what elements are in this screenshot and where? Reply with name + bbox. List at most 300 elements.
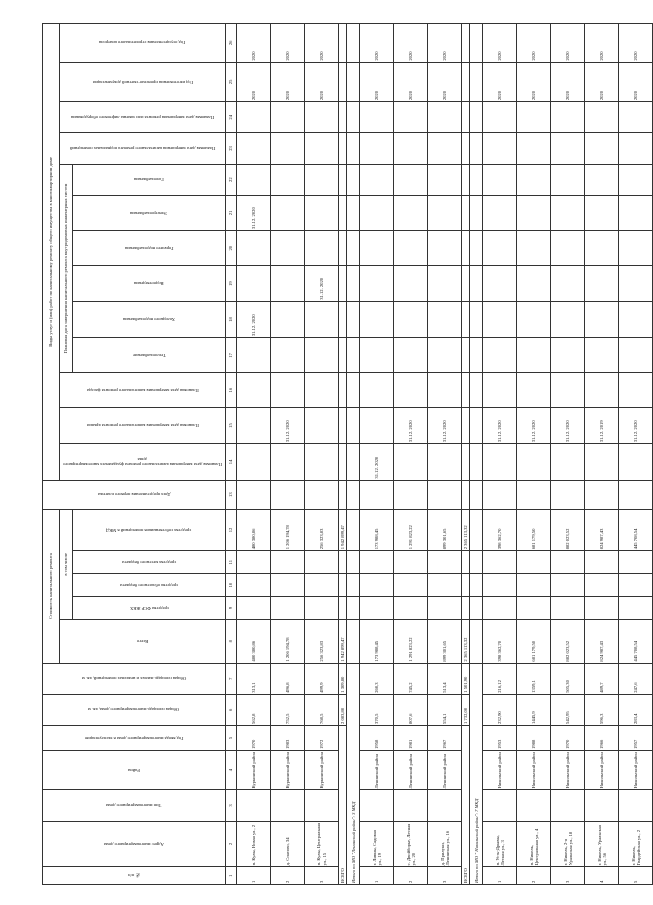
- cell-owners: 899 301,65: [428, 509, 462, 551]
- cell-local: [394, 551, 428, 574]
- cell-year: 1958: [360, 725, 394, 750]
- cell-year: 1966: [585, 725, 619, 750]
- empty-cell: [462, 62, 470, 102]
- cell-roof: 31.12. 2020: [517, 407, 551, 443]
- cell-living_area: 489,7: [585, 663, 619, 694]
- cell-foundation: [271, 444, 305, 480]
- cell-hot: [271, 231, 305, 266]
- cell-roof: 31.12. 2020: [428, 407, 462, 443]
- cell-cold: [551, 301, 585, 337]
- cell-gas: [517, 164, 551, 195]
- empty-cell: [462, 24, 470, 63]
- cell-foundation: 31.12. 2020: [360, 444, 394, 480]
- cell-psd: 2020: [428, 62, 462, 102]
- column-number: 20: [226, 231, 237, 266]
- owners-sum: 2 365 113,32: [462, 509, 470, 551]
- cell-sewer: [237, 266, 271, 301]
- cell-no: 1: [483, 867, 517, 885]
- cell-district: Никольский район: [585, 750, 619, 790]
- empty-cell: [462, 133, 470, 164]
- cell-control: 2020: [585, 24, 619, 63]
- column-number: 13: [226, 480, 237, 509]
- cell-elec: [428, 195, 462, 230]
- cell-total: 256 323,83: [305, 619, 339, 663]
- cell-total: 882 023,52: [551, 619, 585, 663]
- column-number: 14: [226, 444, 237, 480]
- empty-cell: [347, 62, 360, 102]
- cell-cold: [483, 301, 517, 337]
- cell-address: п. Кулы, Центральная ул., 15: [305, 821, 339, 867]
- empty-cell: [462, 102, 470, 133]
- cell-control: 2020: [517, 24, 551, 63]
- col-total-header: Всего: [60, 619, 226, 663]
- cell-no: 3: [305, 867, 339, 885]
- cell-first: [619, 480, 653, 509]
- cell-cold: [517, 301, 551, 337]
- cell-year: 1970: [237, 725, 271, 750]
- column-number: 16: [226, 373, 237, 407]
- empty-cell: [347, 266, 360, 301]
- empty-cell: [339, 338, 347, 373]
- section-caption-row: [470, 24, 483, 885]
- empty-cell: [347, 444, 360, 480]
- cell-type: [305, 790, 339, 821]
- cell-regional: [394, 574, 428, 597]
- empty-cell: [339, 195, 347, 230]
- empty-cell: [462, 373, 470, 407]
- cell-fund: [483, 597, 517, 620]
- cell-total_area: 1445,9: [517, 694, 551, 725]
- cell-gas: [237, 164, 271, 195]
- cell-hot: [517, 231, 551, 266]
- empty-cell: [470, 480, 483, 509]
- empty-cell: [462, 551, 470, 574]
- empty-cell: [339, 373, 347, 407]
- total-area-sum: 2 083,80: [339, 694, 347, 725]
- cell-total: 681 179,50: [517, 619, 551, 663]
- cell-control: 2020: [483, 24, 517, 63]
- column-number-row: [226, 24, 237, 885]
- incl-header: в том числе: [60, 509, 73, 619]
- cell-sewer: 31.12. 2020: [305, 266, 339, 301]
- empty-cell: [339, 133, 347, 164]
- col-year-header: Год ввода многоквартирного дома в эксплуатацию: [43, 725, 226, 750]
- cell-lift: [271, 102, 305, 133]
- cell-heat: [517, 338, 551, 373]
- cell-total_area: 283,4: [619, 694, 653, 725]
- cell-lift: [428, 102, 462, 133]
- cell-owners: 480 380,86: [237, 509, 271, 551]
- column-number: 5: [226, 725, 237, 750]
- cell-facade: [585, 373, 619, 407]
- cell-gas: [394, 164, 428, 195]
- cell-basement: [483, 133, 517, 164]
- cell-total: 173 988,45: [360, 619, 394, 663]
- cell-cold: [428, 301, 462, 337]
- cell-year: 1988: [517, 725, 551, 750]
- cell-elec: [360, 195, 394, 230]
- cell-local: [551, 551, 585, 574]
- cell-elec: [483, 195, 517, 230]
- col-no-header: № п/п: [43, 867, 226, 885]
- cell-fund: [394, 597, 428, 620]
- cell-hot: [551, 231, 585, 266]
- empty-cell: [462, 266, 470, 301]
- cell-no: 1: [237, 867, 271, 885]
- cell-basement: [551, 133, 585, 164]
- cell-roof: 31.12. 2020: [483, 407, 517, 443]
- cell-type: [428, 790, 462, 821]
- cell-first: [360, 480, 394, 509]
- empty-cell: [347, 551, 360, 574]
- column-number: 24: [226, 102, 237, 133]
- cell-address: г. Никель, Уральская ул., 56: [585, 821, 619, 867]
- cell-psd: 2020: [394, 62, 428, 102]
- table-row: [428, 24, 462, 885]
- cell-year: 1967: [428, 725, 462, 750]
- total-label: ВСЕГО: [339, 725, 347, 884]
- cell-first: [394, 480, 428, 509]
- cell-lift: [394, 102, 428, 133]
- cell-address: г. Никель, 2-я Уральская ул., 18: [551, 821, 585, 867]
- cell-control: 2020: [237, 24, 271, 63]
- table-row: [619, 24, 653, 885]
- cell-basement: [517, 133, 551, 164]
- cell-address: д. Прилуки, Ленинская ул., 16: [428, 821, 462, 867]
- table-row: [305, 24, 339, 885]
- cell-owners: 1 206 194,78: [271, 509, 305, 551]
- cell-heat: [483, 338, 517, 373]
- empty-cell: [470, 24, 483, 63]
- cell-basement: [428, 133, 462, 164]
- cell-first: [517, 480, 551, 509]
- column-number: 15: [226, 407, 237, 443]
- cell-year: 1972: [305, 725, 339, 750]
- cell-local: [237, 551, 271, 574]
- cell-no: 2: [517, 867, 551, 885]
- cell-foundation: [237, 444, 271, 480]
- cell-no: 3: [551, 867, 585, 885]
- cell-hot: [394, 231, 428, 266]
- cell-owners: 256 323,83: [305, 509, 339, 551]
- table-row: [394, 24, 428, 885]
- cell-living_area: 505,30: [551, 663, 585, 694]
- column-number: 19: [226, 266, 237, 301]
- cell-type: [394, 790, 428, 821]
- empty-cell: [470, 509, 483, 551]
- empty-cell: [339, 231, 347, 266]
- cell-foundation: [585, 444, 619, 480]
- cell-foundation: [394, 444, 428, 480]
- cell-no: 4: [585, 867, 619, 885]
- cell-psd: 2020: [271, 62, 305, 102]
- cell-regional: [237, 574, 271, 597]
- cell-elec: [271, 195, 305, 230]
- cell-hot: [619, 231, 653, 266]
- cell-local: [305, 551, 339, 574]
- cell-address: с. Двойборье, Лесная ул., 20: [394, 821, 428, 867]
- cell-no: 5: [619, 867, 653, 885]
- cell-basement: [619, 133, 653, 164]
- total-label: ВСЕГО: [462, 725, 470, 884]
- table-row: [237, 24, 271, 885]
- column-number: 9: [226, 597, 237, 620]
- cell-gas: [551, 164, 585, 195]
- cell-elec: [394, 195, 428, 230]
- col-lift-header: Плановая дата завершения ремонта или замены лифтового оборудования: [60, 102, 226, 133]
- cell-first: [551, 480, 585, 509]
- empty-cell: [470, 407, 483, 443]
- cell-facade: [483, 373, 517, 407]
- empty-cell: [462, 597, 470, 620]
- cell-sewer: [619, 266, 653, 301]
- empty-cell: [347, 24, 360, 63]
- empty-cell: [470, 195, 483, 230]
- table-row: [551, 24, 585, 885]
- living-area-sum: 1 501,90: [462, 663, 470, 694]
- cell-gas: [360, 164, 394, 195]
- cell-regional: [585, 574, 619, 597]
- cell-cold: [360, 301, 394, 337]
- cell-owners: 173 988,45: [360, 509, 394, 551]
- empty-cell: [347, 102, 360, 133]
- cell-fund: [237, 597, 271, 620]
- cell-total_area: 562,8: [237, 694, 271, 725]
- table-row: [517, 24, 551, 885]
- cell-heat: [237, 338, 271, 373]
- empty-cell: [347, 480, 360, 509]
- cell-living_area: 260,3: [360, 663, 394, 694]
- cell-address: п. Усть-Дрывы, Лесная ул., 3: [483, 821, 517, 867]
- empty-cell: [462, 301, 470, 337]
- table-row: [483, 24, 517, 885]
- cell-control: 2020: [394, 24, 428, 63]
- col-type-header: Тип многоквартирного дома: [43, 790, 226, 821]
- cell-local: [360, 551, 394, 574]
- table-row: [271, 24, 305, 885]
- cell-regional: [271, 574, 305, 597]
- column-number: 4: [226, 750, 237, 790]
- cell-total_area: 232,90: [483, 694, 517, 725]
- cost-group-header: Стоимость капитального ремонта: [43, 509, 60, 663]
- cell-basement: [585, 133, 619, 164]
- cell-roof: [237, 407, 271, 443]
- cell-living_area: 499,9: [305, 663, 339, 694]
- empty-cell: [470, 619, 483, 663]
- cell-hot: [360, 231, 394, 266]
- cell-type: [551, 790, 585, 821]
- cell-fund: [428, 597, 462, 620]
- cell-psd: 2020: [619, 62, 653, 102]
- cell-first: [585, 480, 619, 509]
- empty-cell: [470, 231, 483, 266]
- cell-total: 480 380,86: [237, 619, 271, 663]
- col-psd-header: Год изготовления проектно-сметной документации: [60, 62, 226, 102]
- cost-total-sum: 2 365 113,32: [462, 619, 470, 663]
- cell-district: Куркинский район: [271, 750, 305, 790]
- cell-owners: 445 708,54: [619, 509, 653, 551]
- empty-cell: [462, 480, 470, 509]
- col-first-action-header: Дата представления первого платежа: [43, 480, 226, 509]
- cell-total: 1 206 194,78: [271, 619, 305, 663]
- section-caption-row: [347, 24, 360, 885]
- empty-cell: [470, 444, 483, 480]
- cell-elec: [619, 195, 653, 230]
- cell-facade: [551, 373, 585, 407]
- cell-type: [271, 790, 305, 821]
- cell-local: [517, 551, 551, 574]
- cell-hot: [585, 231, 619, 266]
- col-living-area-header: Общая площадь жилых и нежилых помещений, кв. м: [43, 663, 226, 694]
- cell-district: Никольский район: [551, 750, 585, 790]
- cell-heat: [428, 338, 462, 373]
- empty-cell: [347, 373, 360, 407]
- cell-foundation: [517, 444, 551, 480]
- empty-cell: [470, 373, 483, 407]
- cell-fund: [271, 597, 305, 620]
- cell-living_area: 513,4: [428, 663, 462, 694]
- cell-district: Ленинский район: [428, 750, 462, 790]
- cell-control: 2020: [428, 24, 462, 63]
- col-total-area-header: Общая площадь многоквартирного дома, кв. м: [43, 694, 226, 725]
- cell-fund: [360, 597, 394, 620]
- empty-cell: [470, 102, 483, 133]
- cell-regional: [551, 574, 585, 597]
- cell-no: 3: [428, 867, 462, 885]
- cell-no: 2: [394, 867, 428, 885]
- cell-lift: [305, 102, 339, 133]
- empty-cell: [347, 301, 360, 337]
- cell-basement: [394, 133, 428, 164]
- cell-no: 2: [271, 867, 305, 885]
- cell-cold: [394, 301, 428, 337]
- empty-cell: [339, 266, 347, 301]
- cell-elec: [305, 195, 339, 230]
- cell-district: Никольский район: [619, 750, 653, 790]
- col-roof-header: Плановая дата завершения капитального ремонта крыши: [60, 407, 226, 443]
- cell-facade: [237, 373, 271, 407]
- col-sewer-header: Водоотведения: [73, 266, 226, 301]
- cell-type: [619, 790, 653, 821]
- cell-total_area: 554,1: [428, 694, 462, 725]
- cell-facade: [305, 373, 339, 407]
- col-foundation-header: Плановая дата завершения капитального ремонта фундамента многоквартирного дома: [60, 444, 226, 480]
- cell-year: 1983: [271, 725, 305, 750]
- table-body: [237, 24, 653, 885]
- empty-cell: [470, 62, 483, 102]
- empty-cell: [339, 551, 347, 574]
- cell-sewer: [585, 266, 619, 301]
- column-number: 10: [226, 574, 237, 597]
- cell-lift: [360, 102, 394, 133]
- section-caption: Итого по МО "Ленинский район": 3 МКД: [347, 663, 360, 884]
- works-group-header: Виды услуг и (или) работ по капитальному ремонту общего имущества в многоквартирном доме: [43, 24, 60, 481]
- cell-first: [428, 480, 462, 509]
- cell-sewer: [394, 266, 428, 301]
- column-number: 21: [226, 195, 237, 230]
- empty-cell: [347, 231, 360, 266]
- empty-cell: [339, 24, 347, 63]
- empty-cell: [347, 407, 360, 443]
- cell-local: [428, 551, 462, 574]
- cell-district: Никольский район: [517, 750, 551, 790]
- cell-regional: [483, 574, 517, 597]
- column-number: 23: [226, 133, 237, 164]
- col-heat-header: Теплоснабжение: [73, 338, 226, 373]
- cell-type: [585, 790, 619, 821]
- cell-gas: [271, 164, 305, 195]
- cell-psd: 2020: [585, 62, 619, 102]
- cell-total: 398 362,70: [483, 619, 517, 663]
- cell-living_area: 216,12: [483, 663, 517, 694]
- cell-basement: [305, 133, 339, 164]
- cell-total_area: 596,3: [585, 694, 619, 725]
- cell-living_area: 1359,1: [517, 663, 551, 694]
- cell-roof: 31.12. 2020: [271, 407, 305, 443]
- empty-cell: [470, 133, 483, 164]
- cell-living_area: 247,6: [619, 663, 653, 694]
- cell-first: [305, 480, 339, 509]
- cell-total: 824 987,43: [585, 619, 619, 663]
- cell-facade: [360, 373, 394, 407]
- empty-cell: [339, 102, 347, 133]
- empty-cell: [470, 551, 483, 574]
- cell-facade: [517, 373, 551, 407]
- living-area-sum: 1 309,80: [339, 663, 347, 694]
- cell-year: 1970: [551, 725, 585, 750]
- col-facade-header: Плановая дата завершения капитального ремонта фасада: [60, 373, 226, 407]
- total-area-sum: 1 732,00: [462, 694, 470, 725]
- cell-first: [271, 480, 305, 509]
- empty-cell: [339, 301, 347, 337]
- cell-psd: 2020: [237, 62, 271, 102]
- cell-psd: 2020: [517, 62, 551, 102]
- cell-foundation: [483, 444, 517, 480]
- cell-sewer: [271, 266, 305, 301]
- empty-cell: [347, 164, 360, 195]
- empty-cell: [339, 62, 347, 102]
- cell-cold: 31.12. 2020: [237, 301, 271, 337]
- cell-local: [619, 551, 653, 574]
- cell-regional: [619, 574, 653, 597]
- cell-hot: [428, 231, 462, 266]
- cell-foundation: [428, 444, 462, 480]
- cell-owners: 824 987,43: [585, 509, 619, 551]
- cell-basement: [271, 133, 305, 164]
- cell-local: [271, 551, 305, 574]
- cell-fund: [619, 597, 653, 620]
- empty-cell: [339, 574, 347, 597]
- empty-cell: [470, 338, 483, 373]
- cell-control: 2020: [360, 24, 394, 63]
- cell-elec: 31.12. 2020: [237, 195, 271, 230]
- systems-group-header: Плановая дата завершения капитального ремонта внутридомовых инженерных систем: [60, 164, 73, 373]
- cell-cold: [619, 301, 653, 337]
- cell-hot: [237, 231, 271, 266]
- column-number: 7: [226, 663, 237, 694]
- cell-foundation: [619, 444, 653, 480]
- cell-owners: 882 023,52: [551, 509, 585, 551]
- cell-regional: [360, 574, 394, 597]
- cell-living_area: 496,8: [271, 663, 305, 694]
- cell-facade: [619, 373, 653, 407]
- cell-hot: [305, 231, 339, 266]
- column-number: 17: [226, 338, 237, 373]
- cell-control: 2020: [551, 24, 585, 63]
- col-hot-water-header: Горячего водоснабжения: [73, 231, 226, 266]
- cell-lift: [619, 102, 653, 133]
- cell-type: [360, 790, 394, 821]
